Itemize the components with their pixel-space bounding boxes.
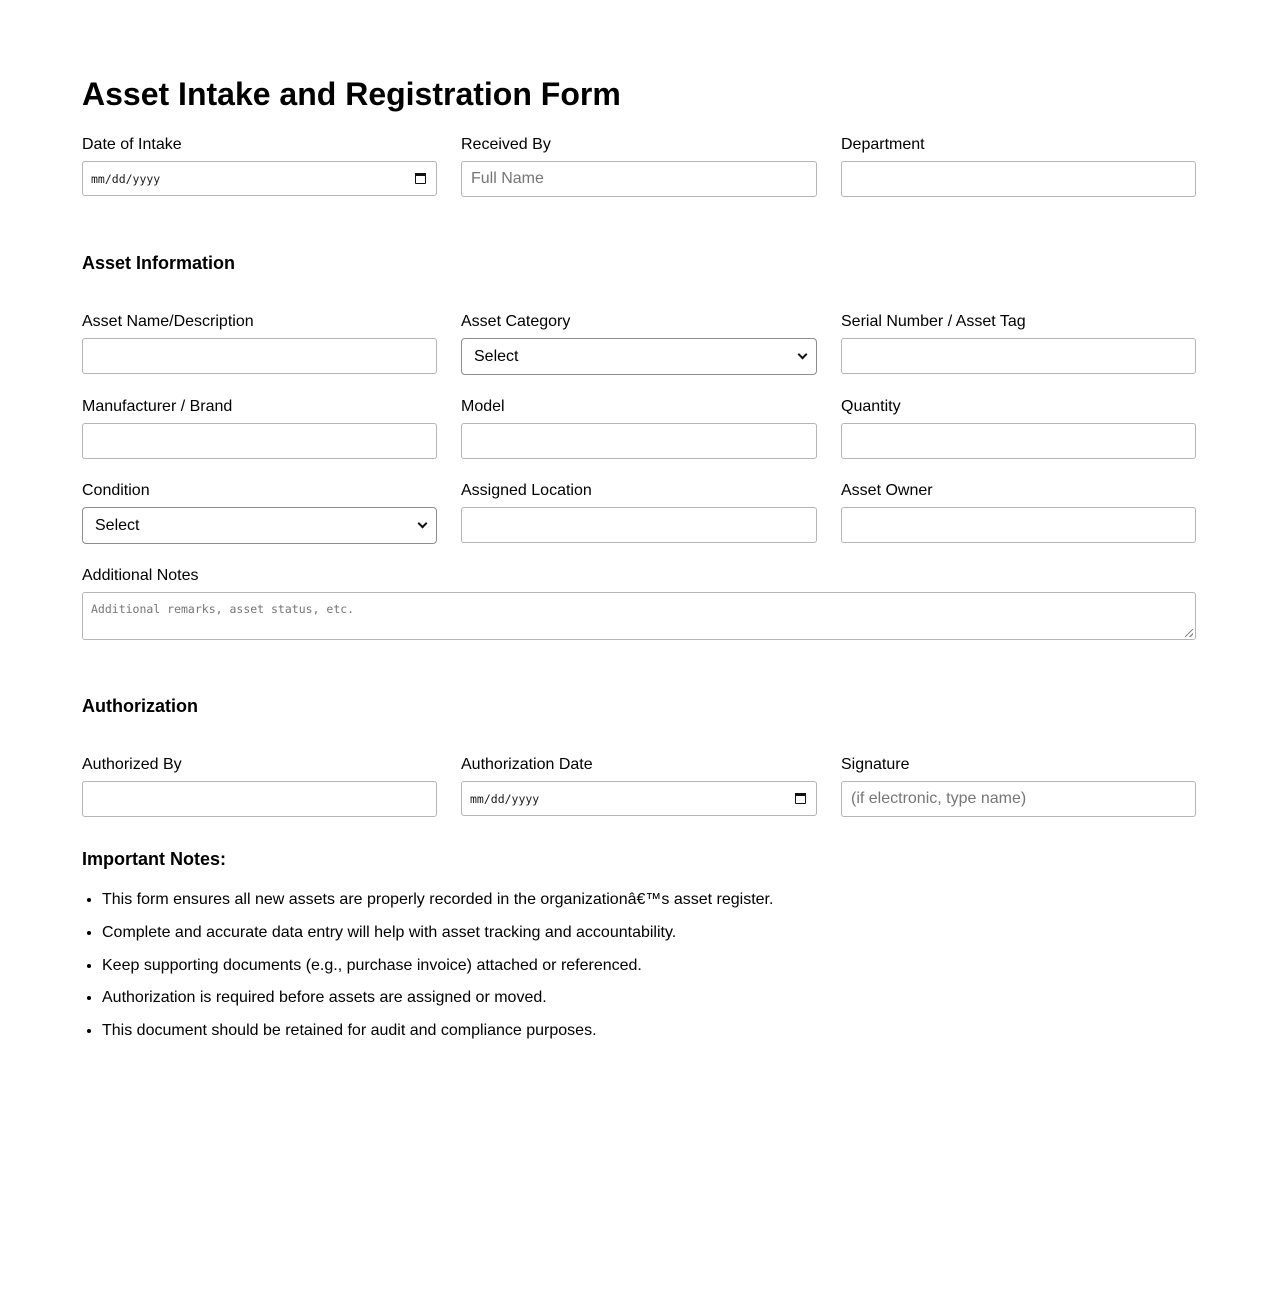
important-notes-list (82, 890, 773, 1054)
important-notes-heading: Important Notes: (82, 849, 226, 869)
resize-grip-icon[interactable] (1185, 629, 1193, 637)
additional-notes-textarea[interactable] (82, 592, 1196, 640)
asset-information-heading: Asset Information (82, 253, 236, 273)
list-item: • This document should be retained for audit and compliance purposes. (102, 1021, 773, 1041)
additional-notes-label: Additional Notes (82, 567, 199, 584)
authorized-by-label: Authorized By (82, 756, 182, 773)
quantity-label: Quantity (841, 398, 901, 415)
asset-category-select[interactable] (461, 338, 817, 375)
department-label: Department (841, 136, 925, 153)
manufacturer-input[interactable] (82, 423, 437, 459)
assigned-location-input[interactable] (461, 507, 817, 543)
received-by-placeholder: Full Name (471, 170, 544, 187)
serial-number-input[interactable] (841, 338, 1196, 374)
list-item: • This form ensures all new assets are properly recorded in the organizationâ€™s asset register. (102, 890, 773, 910)
asset-owner-label: Asset Owner (841, 482, 933, 499)
assigned-location-label: Assigned Location (461, 482, 592, 499)
page-title: Asset Intake and Registration Form (82, 76, 621, 112)
asset-category-selected: Select (474, 347, 519, 365)
model-input[interactable] (461, 423, 817, 459)
additional-notes-placeholder: Additional remarks, asset status, etc. (91, 602, 355, 616)
list-item: • Keep supporting documents (e.g., purchase invoice) attached or referenced. (102, 956, 773, 976)
calendar-icon[interactable] (415, 173, 426, 184)
date-of-intake-input[interactable] (82, 161, 437, 196)
asset-category-label: Asset Category (461, 313, 571, 330)
signature-placeholder: (if electronic, type name) (851, 790, 1027, 807)
quantity-input[interactable] (841, 423, 1196, 459)
chevron-down-icon (418, 519, 428, 529)
serial-number-label: Serial Number / Asset Tag (841, 313, 1026, 330)
department-input[interactable] (841, 161, 1196, 197)
date-of-intake-placeholder: mm/dd/yyyy (91, 171, 161, 186)
authorization-date-input[interactable] (461, 781, 817, 816)
date-of-intake-label: Date of Intake (82, 136, 182, 153)
asset-name-label: Asset Name/Description (82, 313, 254, 330)
chevron-down-icon (798, 350, 808, 360)
asset-name-input[interactable] (82, 338, 437, 374)
authorization-heading: Authorization (82, 696, 198, 716)
authorized-by-input[interactable] (82, 781, 437, 817)
condition-label: Condition (82, 482, 150, 499)
model-label: Model (461, 398, 505, 415)
asset-owner-input[interactable] (841, 507, 1196, 543)
condition-selected: Select (95, 516, 140, 534)
received-by-label: Received By (461, 136, 551, 153)
received-by-input[interactable] (461, 161, 817, 197)
authorization-date-label: Authorization Date (461, 756, 593, 773)
condition-select[interactable] (82, 507, 437, 544)
signature-label: Signature (841, 756, 910, 773)
manufacturer-label: Manufacturer / Brand (82, 398, 233, 415)
list-item: • Complete and accurate data entry will help with asset tracking and accountability. (102, 923, 773, 943)
list-item: • Authorization is required before assets are assigned or moved. (102, 988, 773, 1008)
signature-input[interactable] (841, 781, 1196, 817)
calendar-icon[interactable] (795, 793, 806, 804)
authorization-date-placeholder: mm/dd/yyyy (470, 791, 540, 806)
